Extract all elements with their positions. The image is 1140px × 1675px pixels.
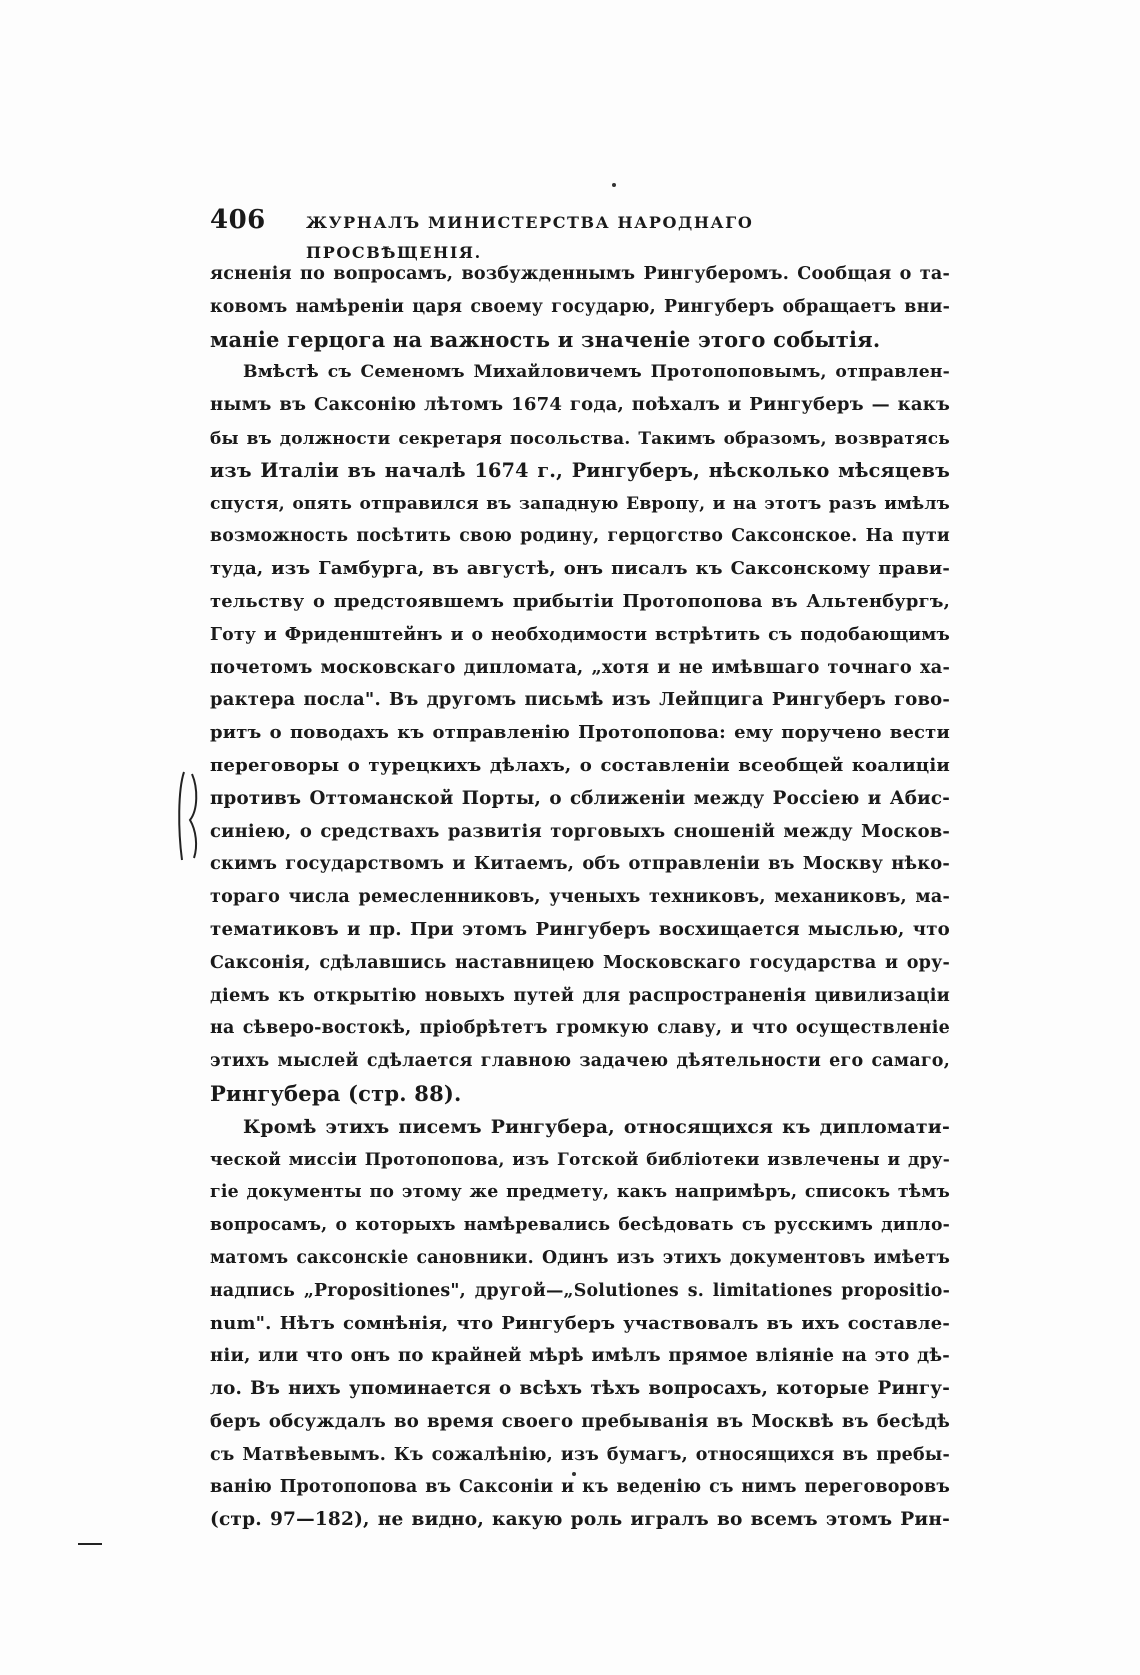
text-line: тораго числа ремесленниковъ, ученыхъ техниковъ, механиковъ, ма- — [210, 886, 950, 908]
text-line: тематиковъ и пр. При этомъ Рингуберъ восхищается мыслью, что — [210, 918, 950, 940]
text-line: діемъ къ открытію новыхъ путей для распространенія цивилизаціи — [210, 984, 950, 1006]
paragraph — [210, 356, 950, 1110]
text-line: беръ обсуждалъ во время своего пребыванія въ Москвѣ въ бесѣдѣ — [210, 1410, 950, 1432]
text-line: тельству о предстоявшемъ прибытіи Протопопова въ Альтенбургъ, — [210, 590, 950, 612]
margin-dash — [78, 1543, 102, 1545]
text-line: Саксонія, сдѣлавшись наставницею Московскаго государства и ору- — [210, 952, 950, 973]
journal-title: ЖУРНАЛЪ МИНИСТЕРСТВА НАРОДНАГО ПРОСВѢЩЕНІЯ. — [306, 213, 754, 262]
text-line: спустя, опять отправился въ западную Европу, и на этотъ разъ имѣлъ — [210, 493, 950, 514]
text-line: Готу и Фриденштейнъ и о необходимости встрѣтить съ подобающимъ — [210, 624, 950, 645]
text-line: рактера посла". Въ другомъ письмѣ изъ Лейпцига Рингуберъ гово- — [210, 689, 950, 711]
text-line: Вмѣстѣ съ Семеномъ Михайловичемъ Протопоповымъ, отправлен- — [243, 362, 950, 383]
text-line: ніи, или что онъ по крайней мѣрѣ имѣлъ прямое вліяніе на это дѣ- — [210, 1345, 950, 1367]
text-line: гіе документы по этому же предмету, какъ напримѣръ, списокъ тѣмъ — [210, 1182, 950, 1203]
running-head — [210, 205, 910, 262]
text-line: маніе герцога на важность и значеніе этого событія. — [210, 326, 881, 352]
body-text — [210, 258, 950, 1537]
text-line: скимъ государствомъ и Китаемъ, объ отправленіи въ Москву нѣко- — [210, 853, 950, 875]
page-number: 406 — [210, 205, 266, 235]
text-line: нымъ въ Саксонію лѣтомъ 1674 года, поѣхалъ и Рингуберъ — какъ — [210, 394, 950, 416]
text-line: туда, изъ Гамбурга, въ августѣ, онъ писалъ къ Саксонскому прави- — [210, 558, 950, 580]
text-line: num". Нѣтъ сомнѣнія, что Рингуберъ участвовалъ въ ихъ составле- — [210, 1312, 950, 1334]
text-line: изъ Италіи въ началѣ 1674 г., Рингуберъ, нѣсколько мѣсяцевъ — [210, 458, 950, 482]
text-line: на сѣверо-востокѣ, пріобрѣтетъ громкую славу, и что осуществленіе — [210, 1018, 950, 1039]
print-speck — [572, 1472, 576, 1476]
text-line: Кромѣ этихъ писемъ Рингубера, относящихся къ дипломати- — [243, 1115, 950, 1138]
text-line: синіею, о средствахъ развитія торговыхъ сношеній между Москов- — [210, 820, 950, 842]
paragraph — [210, 1111, 950, 1537]
text-line: ванію Протопопова въ Саксоніи и къ веденію съ нимъ переговоровъ — [210, 1477, 950, 1498]
text-line: переговоры о турецкихъ дѣлахъ, о составленіи всеобщей коалиціи — [210, 754, 950, 776]
text-line: почетомъ московскаго дипломата, „хотя и не имѣвшаго точнаго ха- — [210, 656, 950, 678]
text-line: ческой миссіи Протопопова, изъ Готской библіотеки извлечены и дру- — [210, 1149, 950, 1170]
text-line: надпись „Propositiones", другой—„Solutiones s. limitationes propositio- — [210, 1280, 950, 1301]
text-line: возможность посѣтить свою родину, герцогство Саксонское. На пути — [210, 526, 950, 547]
text-line: этихъ мыслей сдѣлается главною задачею дѣятельности его самаго, — [210, 1051, 950, 1072]
text-line: ло. Въ нихъ упоминается о всѣхъ тѣхъ вопросахъ, которые Рингу- — [210, 1378, 950, 1400]
text-line: бы въ должности секретаря посольства. Такимъ образомъ, возвратясь — [210, 427, 950, 448]
text-line: вопросамъ, о которыхъ намѣревались бесѣдовать съ русскимъ дипло- — [210, 1215, 950, 1236]
margin-bracket-mark — [176, 770, 206, 862]
text-line: противъ Оттоманской Порты, о сближеніи между Россіею и Абис- — [210, 787, 950, 809]
text-line: Рингубера (стр. 88). — [210, 1080, 462, 1106]
text-line: ясненія по вопросамъ, возбужденнымъ Рингуберомъ. Сообщая о та- — [210, 263, 950, 284]
text-line: (стр. 97—182), не видно, какую роль игралъ во всемъ этомъ Рин- — [210, 1509, 950, 1531]
text-line: съ Матвѣевымъ. Къ сожалѣнію, изъ бумагъ, относящихся въ пребы- — [210, 1444, 950, 1465]
text-line: ритъ о поводахъ къ отправленію Протопопова: ему поручено вести — [210, 722, 950, 744]
print-speck — [612, 183, 616, 187]
paragraph — [210, 258, 950, 356]
text-line: ковомъ намѣреніи царя своему государю, Рингуберъ обращаетъ вни- — [210, 296, 950, 317]
text-line: матомъ саксонскіе сановники. Одинъ изъ этихъ документовъ имѣетъ — [210, 1247, 950, 1268]
